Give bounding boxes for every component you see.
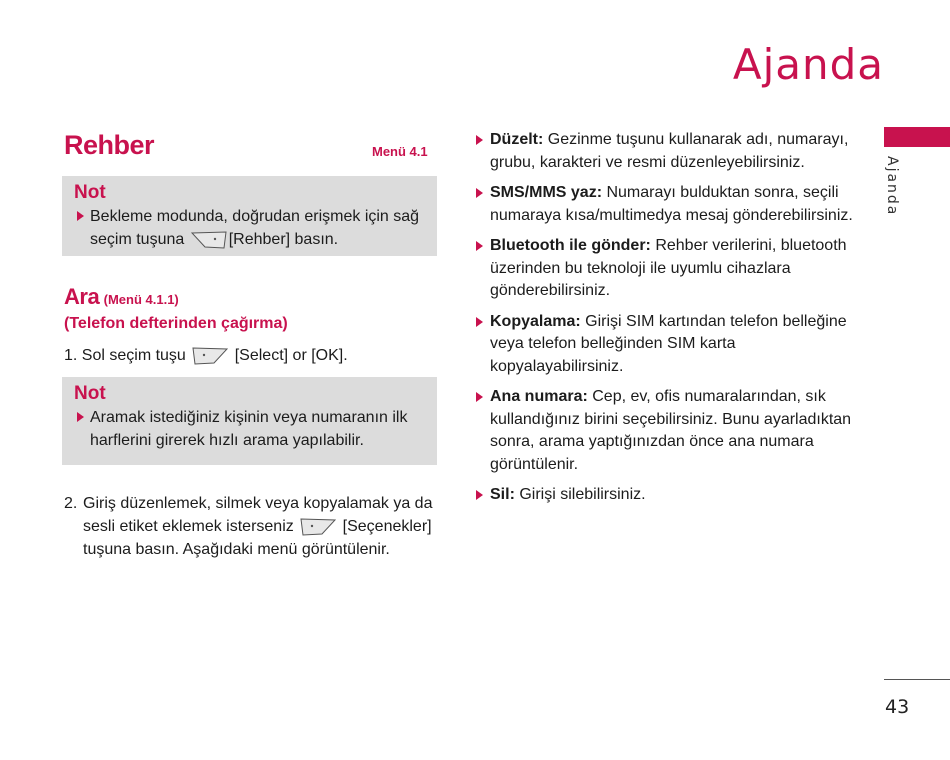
step-2-text-before: Giriş düzenlemek, silmek veya kopyalamak ya da sesli etiket eklemek isterseniz [83,495,433,535]
chapter-title: Ajanda [732,40,884,89]
step-2-number: 2. [64,495,78,512]
step-2-text-after: [Seçenekler] tuşuna basın. Aşağıdaki menü görüntülenir. [83,518,432,558]
note-text-before: Bekleme modunda, doğrudan erişmek için sağ seçim tuşuna [90,208,420,248]
list-item-term: Kopyalama: [490,312,581,330]
subsection-menu-ref: (Menü 4.1.1) [103,292,179,307]
bullet-arrow-icon [476,317,483,327]
subsection-subtitle: (Telefon defterinden çağırma) [64,315,288,332]
bullet-arrow-icon [476,188,483,198]
bullet-arrow-icon [77,412,84,422]
note-title: Not [74,383,106,404]
bullet-arrow-icon [476,392,483,402]
left-softkey-icon [192,346,228,366]
list-item-text: Girişi SIM kartından telefon belleğine veya telefon belleğinden SIM karta kopyalayabilirsiniz. [490,312,847,375]
list-item-text: Cep, ev, ofis numaralarından, sık kullandığınız birini seçebilirsiniz. Bunu ayarladıktan sonra, arama yaptığınızdan önce ana numara görüntülenir. [490,388,852,473]
list-item-term: Düzelt: [490,131,544,148]
subsection-title: Ara [64,284,100,309]
bullet-arrow-icon [476,135,483,145]
note-box-2 [62,377,437,465]
list-item [475,235,855,303]
options-list [475,129,855,515]
step-2-body [64,492,434,561]
note-text [90,205,430,251]
right-softkey-icon [191,230,227,250]
list-item-term: Bluetooth ile gönder: [490,237,651,254]
section-heading: Rehber [64,130,155,160]
list-item [475,484,855,507]
list-item-text: Girişi silebilirsiniz. [519,486,646,503]
subsection-heading [64,284,179,310]
step-1-text-before: 1. Sol seçim tuşu [64,347,186,364]
note-text: Aramak istediğiniz kişinin veya numaranın ilk harflerini girerek hızlı arama yapılabilir. [90,409,408,449]
page-number: 43 [885,696,910,718]
list-item-text: Rehber verilerini, bluetooth üzerinden bu teknoloji ile uyumlu cihazlara gönderebilirsiniz. [490,237,847,299]
side-tab-label: Ajanda [884,156,900,217]
bullet-arrow-icon [476,241,483,251]
bullet-arrow-icon [77,211,84,221]
list-item-term: Sil: [490,486,515,503]
list-item [475,386,855,476]
page-number-rule [884,679,950,680]
step-1 [64,344,348,367]
list-item-text: Gezinme tuşunu kullanarak adı, numarayı, grubu, karakteri ve resmi düzenleyebilirsiniz. [490,131,849,171]
list-item-text: Numarayı bulduktan sonra, seçili numaraya kısa/multimedya mesaj gönderebilirsiniz. [490,184,853,224]
list-item [475,311,855,379]
note-box-1 [62,176,437,256]
side-tab-marker [884,127,950,147]
list-item [475,182,855,227]
note-text-after: [Rehber] basın. [228,231,339,248]
list-item-term: Ana numara: [490,388,588,405]
note-title: Not [74,182,106,203]
bullet-arrow-icon [476,490,483,500]
step-2 [64,492,434,561]
section-menu-ref: Menü 4.1 [372,144,428,159]
left-softkey-icon [300,517,336,537]
step-1-text-after: [Select] or [OK]. [234,347,348,364]
list-item-term: SMS/MMS yaz: [490,184,603,201]
list-item [475,129,855,174]
